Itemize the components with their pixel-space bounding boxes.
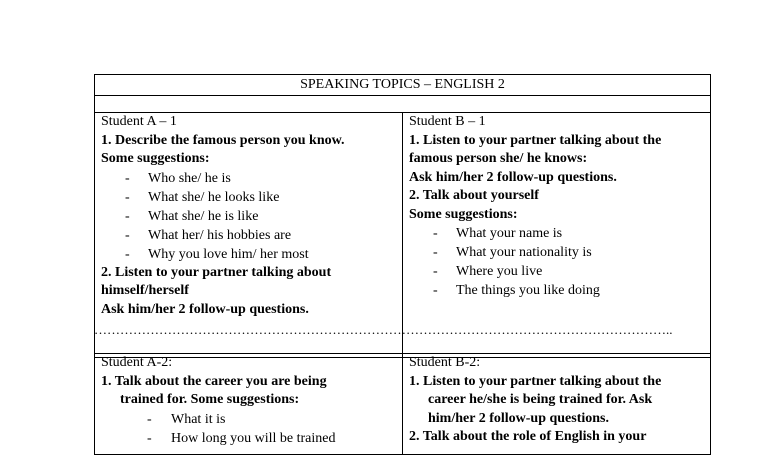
list-item: - What she/ he is like	[125, 208, 259, 224]
list-item: - The things you like doing	[433, 283, 600, 298]
student-a1-task1: 1. Describe the famous person you know.	[101, 132, 345, 148]
list-item: - What your name is	[433, 226, 563, 241]
student-b2-cell	[403, 354, 711, 455]
student-b1-task2: 2. Talk about yourself	[409, 188, 539, 203]
student-b2-task1-line2: career he/she is being trained for. Ask	[428, 392, 653, 407]
student-b1-task1-line1: 1. Listen to your partner talking about the	[409, 132, 662, 148]
list-item: - Where you live	[433, 264, 543, 279]
list-item: - What your nationality is	[433, 245, 592, 260]
dotted-separator: ……………………………………………………………………………………………………………………..	[94, 322, 673, 337]
student-b2-task1-line1: 1. Listen to your partner talking about the	[409, 373, 662, 389]
student-a1-task2-line1: 2. Listen to your partner talking about	[101, 264, 332, 280]
student-a2-task1-line1: 1. Talk about the career you are being	[101, 373, 327, 389]
list-item: - Who she/ he is	[125, 170, 231, 186]
student-a1-cell	[95, 113, 403, 358]
list-item: - What she/ he looks like	[125, 189, 280, 205]
student-a1-task2-line2: himself/herself	[101, 283, 189, 298]
student-a1-task2-line3: Ask him/her 2 follow-up questions.	[101, 301, 309, 317]
student-b2-task1-line3: him/her 2 follow-up questions.	[428, 410, 609, 426]
student-b1-task1-line2: famous person she/ he knows:	[409, 151, 588, 166]
speaking-topics-table	[94, 74, 711, 358]
student-b1-cell	[403, 113, 711, 358]
speaking-topics-table-2	[94, 353, 711, 455]
student-a1-suggestions-label: Some suggestions:	[101, 151, 210, 166]
empty-row	[95, 96, 711, 113]
list-item: - How long you will be trained	[147, 430, 336, 446]
student-b1-header: Student B – 1	[409, 114, 486, 129]
student-b2-header: Student B-2:	[409, 355, 481, 370]
student-a1-header: Student A – 1	[101, 114, 177, 129]
list-item: - What it is	[147, 411, 226, 427]
student-a2-cell	[95, 354, 403, 455]
student-a2-header: Student A-2:	[101, 355, 173, 370]
student-a2-task1-line2: trained for. Some suggestions:	[120, 392, 300, 407]
list-item: - What her/ his hobbies are	[125, 227, 292, 243]
student-b2-task2-line1: 2. Talk about the role of English in your	[409, 429, 647, 444]
table-title: SPEAKING TOPICS – ENGLISH 2	[95, 75, 711, 96]
student-b1-task1-line3: Ask him/her 2 follow-up questions.	[409, 169, 617, 185]
student-b1-suggestions-label: Some suggestions:	[409, 206, 518, 222]
list-item: - Why you love him/ her most	[125, 246, 309, 262]
